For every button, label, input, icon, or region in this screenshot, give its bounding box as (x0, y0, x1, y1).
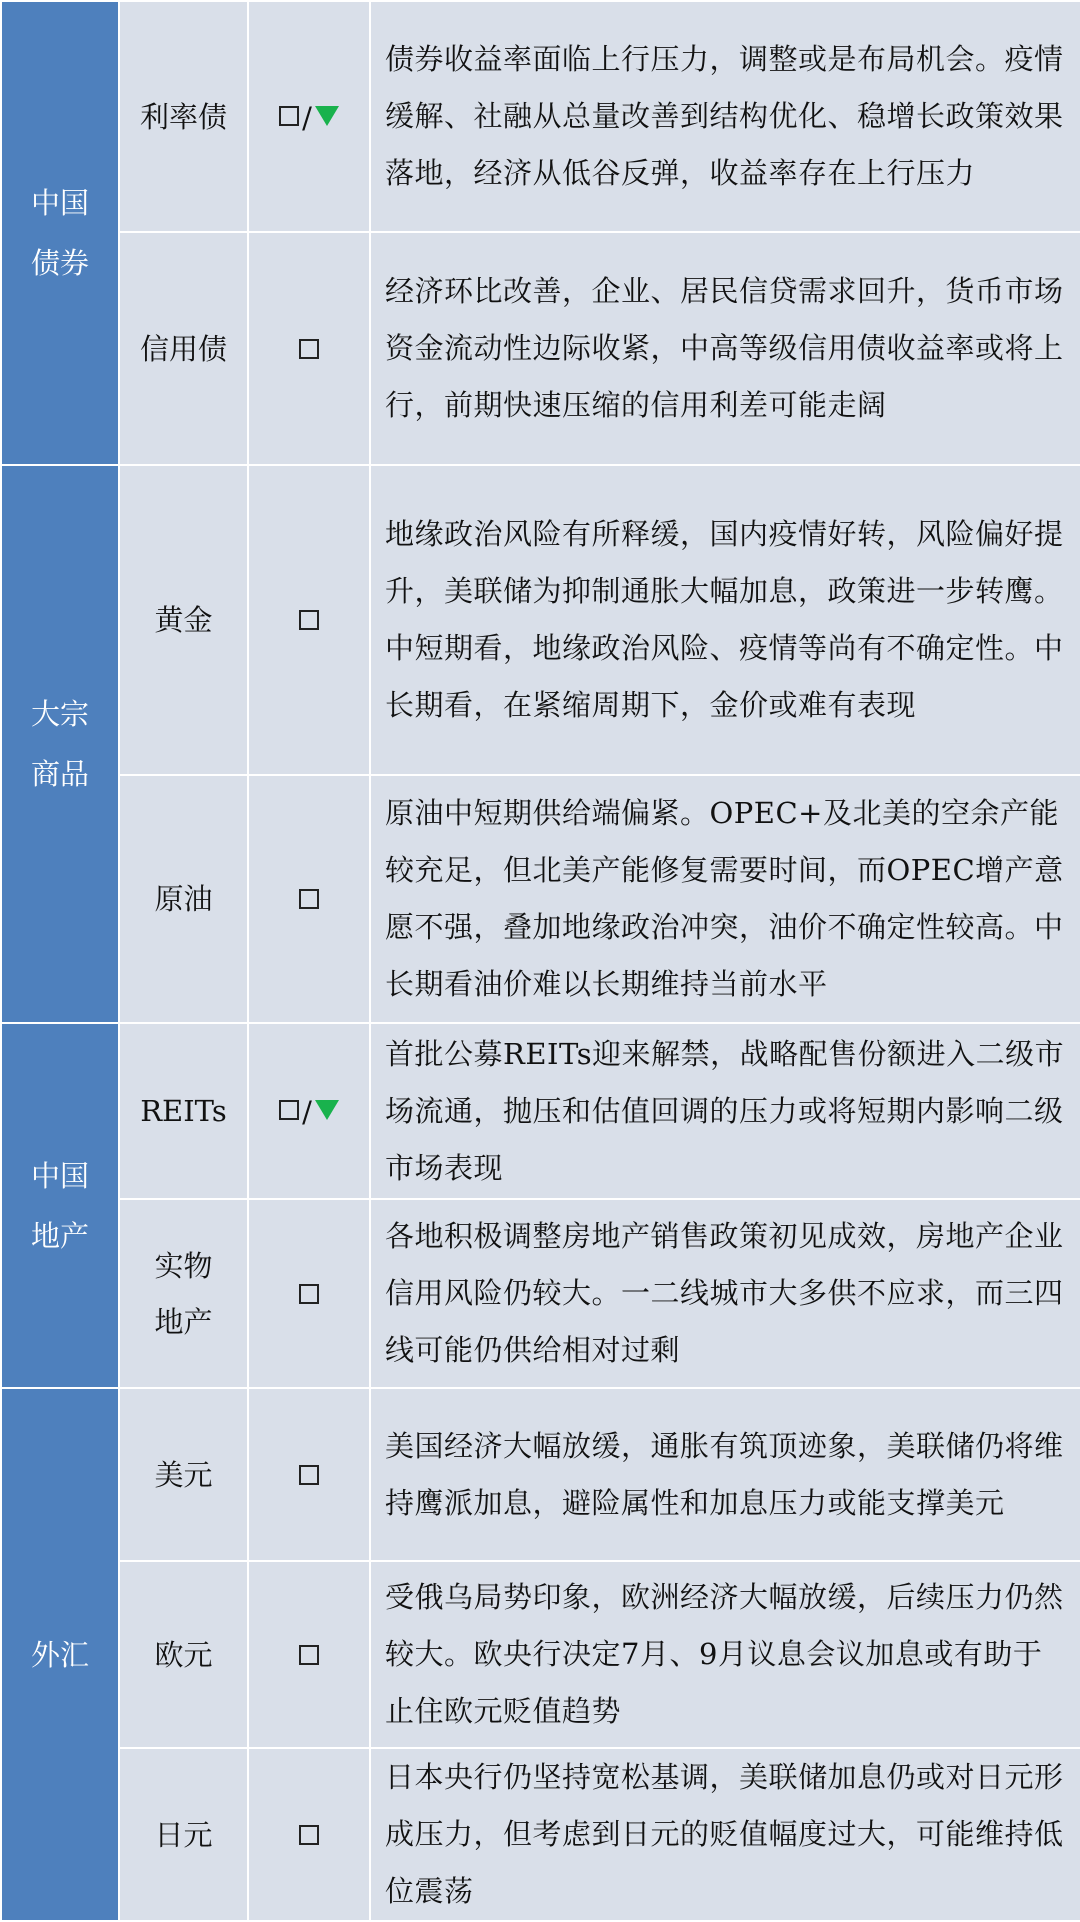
asset-name: 利率债 (119, 1, 248, 232)
category-cell: 外汇 (1, 1388, 119, 1921)
neutral-box-icon (279, 106, 299, 126)
asset-name: 日元 (119, 1748, 248, 1921)
signal-cell (248, 465, 370, 775)
table-row (1, 232, 1080, 465)
category-cell: 中国 地产 (1, 1023, 119, 1388)
table-row (1, 1, 1080, 232)
description-cell: 各地积极调整房地产销售政策初见成效，房地产企业信用风险仍较大。一二线城市大多供不应求，而三四线可能仍供给相对过剩 (370, 1199, 1080, 1388)
signal-cell (248, 1199, 370, 1388)
signal-cell (248, 1023, 370, 1199)
asset-name: REITs (119, 1023, 248, 1199)
signal-cell (248, 1388, 370, 1561)
signal-cell (248, 1561, 370, 1748)
asset-name: 实物 地产 (119, 1199, 248, 1388)
table-row (1, 1199, 1080, 1388)
asset-name: 原油 (119, 775, 248, 1023)
signal-cell (248, 232, 370, 465)
description-cell: 地缘政治风险有所释缓，国内疫情好转，风险偏好提升，美联储为抑制通胀大幅加息，政策进一步转鹰。中短期看，地缘政治风险、疫情等尚有不确定性。中长期看，在紧缩周期下，金价或难有表现 (370, 465, 1080, 775)
neutral-box-icon (299, 1825, 319, 1845)
asset-name: 黄金 (119, 465, 248, 775)
down-triangle-icon (315, 1100, 339, 1120)
slash-text: / (302, 100, 312, 135)
description-cell: 美国经济大幅放缓，通胀有筑顶迹象，美联储仍将维持鹰派加息，避险属性和加息压力或能支撑美元 (370, 1388, 1080, 1561)
description-cell: 经济环比改善，企业、居民信贷需求回升，货币市场资金流动性边际收紧，中高等级信用债收益率或将上行，前期快速压缩的信用利差可能走阔 (370, 232, 1080, 465)
signal-cell (248, 1748, 370, 1921)
table-row (1, 1748, 1080, 1921)
neutral-box-icon (299, 610, 319, 630)
description-cell: 首批公募REITs迎来解禁，战略配售份额进入二级市场流通，抛压和估值回调的压力或将短期内影响二级市场表现 (370, 1023, 1080, 1199)
down-triangle-icon (315, 106, 339, 126)
category-cell: 中国 债券 (1, 1, 119, 465)
table-row (1, 465, 1080, 775)
table-row (1, 1388, 1080, 1561)
description-cell: 原油中短期供给端偏紧。OPEC+及北美的空余产能较充足，但北美产能修复需要时间，而OPEC增产意愿不强，叠加地缘政治冲突，油价不确定性较高。中长期看油价难以长期维持当前水平 (370, 775, 1080, 1023)
asset-name: 美元 (119, 1388, 248, 1561)
description-cell: 受俄乌局势印象，欧洲经济大幅放缓，后续压力仍然较大。欧央行决定7月、9月议息会议加息或有助于止住欧元贬值趋势 (370, 1561, 1080, 1748)
category-cell: 大宗 商品 (1, 465, 119, 1023)
neutral-box-icon (299, 1465, 319, 1485)
signal-cell (248, 1, 370, 232)
table-row (1, 1023, 1080, 1199)
description-cell: 债券收益率面临上行压力，调整或是布局机会。疫情缓解、社融从总量改善到结构优化、稳增长政策效果落地，经济从低谷反弹，收益率存在上行压力 (370, 1, 1080, 232)
asset-name: 信用债 (119, 232, 248, 465)
slash-text: / (302, 1095, 312, 1129)
signal-cell (248, 775, 370, 1023)
neutral-box-icon (299, 339, 319, 359)
neutral-box-icon (279, 1100, 299, 1120)
asset-name: 欧元 (119, 1561, 248, 1748)
neutral-box-icon (299, 1645, 319, 1665)
neutral-box-icon (299, 889, 319, 909)
neutral-box-icon (299, 1284, 319, 1304)
table-row (1, 775, 1080, 1023)
table-row (1, 1561, 1080, 1748)
description-cell: 日本央行仍坚持宽松基调，美联储加息仍或对日元形成压力，但考虑到日元的贬值幅度过大，可能维持低位震荡 (370, 1748, 1080, 1921)
